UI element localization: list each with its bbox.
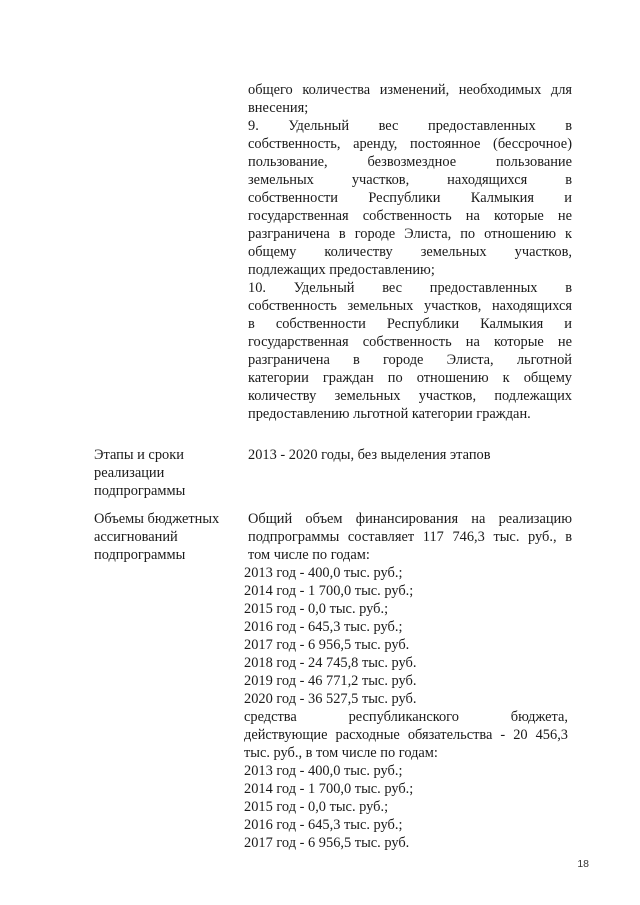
row-label-line: подпрограммы xyxy=(94,483,186,499)
continuation-line: категории граждан по отношению к общему xyxy=(248,370,572,386)
continuation-line: собственности Республики Калмыкия и xyxy=(248,190,572,206)
row-value-line: том числе по годам: xyxy=(248,547,370,563)
row-value-line: 2020 год - 36 527,5 тыс. руб. xyxy=(244,691,417,707)
row-label-line: Этапы и сроки xyxy=(94,447,184,463)
continuation-line: государственная собственность на которые не xyxy=(248,334,572,350)
continuation-line: внесения; xyxy=(248,100,309,116)
row-value-line: 2017 год - 6 956,5 тыс. руб. xyxy=(244,637,410,653)
row-value-line: 2015 год - 0,0 тыс. руб.; xyxy=(244,601,389,617)
row-value-line: тыс. руб., в том числе по годам: xyxy=(244,745,438,761)
row-label-line: подпрограммы xyxy=(94,547,186,563)
continuation-line: 9. Удельный вес предоставленных в xyxy=(248,118,572,134)
continuation-line: земельных участков, находящихся в xyxy=(248,172,572,188)
continuation-line: 10. Удельный вес предоставленных в xyxy=(248,280,572,296)
row-value-line: 2016 год - 645,3 тыс. руб.; xyxy=(244,619,403,635)
row-value-line: 2015 год - 0,0 тыс. руб.; xyxy=(244,799,389,815)
row-value-line: действующие расходные обязательства - 20 456,3 xyxy=(244,727,568,743)
row-value-line: 2014 год - 1 700,0 тыс. руб.; xyxy=(244,583,414,599)
row-value-line: 2019 год - 46 771,2 тыс. руб. xyxy=(244,673,417,689)
row-value-line: 2014 год - 1 700,0 тыс. руб.; xyxy=(244,781,414,797)
continuation-line: количеству земельных участков, подлежащих xyxy=(248,388,572,404)
row-value-line: 2013 год - 400,0 тыс. руб.; xyxy=(244,763,403,779)
page-number: 18 xyxy=(577,858,589,870)
continuation-line: разграничена в городе Элиста, льготной xyxy=(248,352,572,368)
continuation-line: предоставлению льготной категории граждан. xyxy=(248,406,531,422)
continuation-line: общему количеству земельных участков, xyxy=(248,244,572,260)
continuation-line: собственность, аренду, постоянное (бессрочное) xyxy=(248,136,572,152)
continuation-line: подлежащих предоставлению; xyxy=(248,262,435,278)
row-value-line: подпрограммы составляет 117 746,3 тыс. руб., в xyxy=(248,529,572,545)
row-value-line: 2013 - 2020 годы, без выделения этапов xyxy=(248,447,491,463)
row-value-line: 2017 год - 6 956,5 тыс. руб. xyxy=(244,835,410,851)
row-value-line: 2013 год - 400,0 тыс. руб.; xyxy=(244,565,403,581)
continuation-line: общего количества изменений, необходимых для xyxy=(248,82,572,98)
row-value-line: 2018 год - 24 745,8 тыс. руб. xyxy=(244,655,417,671)
continuation-line: собственность земельных участков, находящихся xyxy=(248,298,572,314)
row-label-line: ассигнований xyxy=(94,529,178,545)
row-label-line: Объемы бюджетных xyxy=(94,511,220,527)
continuation-line: разграничена в городе Элиста, по отношению к xyxy=(248,226,572,242)
row-value-line: средства республиканского бюджета, xyxy=(244,709,568,725)
row-value-line: 2016 год - 645,3 тыс. руб.; xyxy=(244,817,403,833)
continuation-line: пользование, безвозмездное пользование xyxy=(248,154,572,170)
continuation-line: в собственности Республики Калмыкия и xyxy=(248,316,572,332)
row-label-line: реализации xyxy=(94,465,165,481)
continuation-line: государственная собственность на которые не xyxy=(248,208,572,224)
row-value-line: Общий объем финансирования на реализацию xyxy=(248,511,572,527)
